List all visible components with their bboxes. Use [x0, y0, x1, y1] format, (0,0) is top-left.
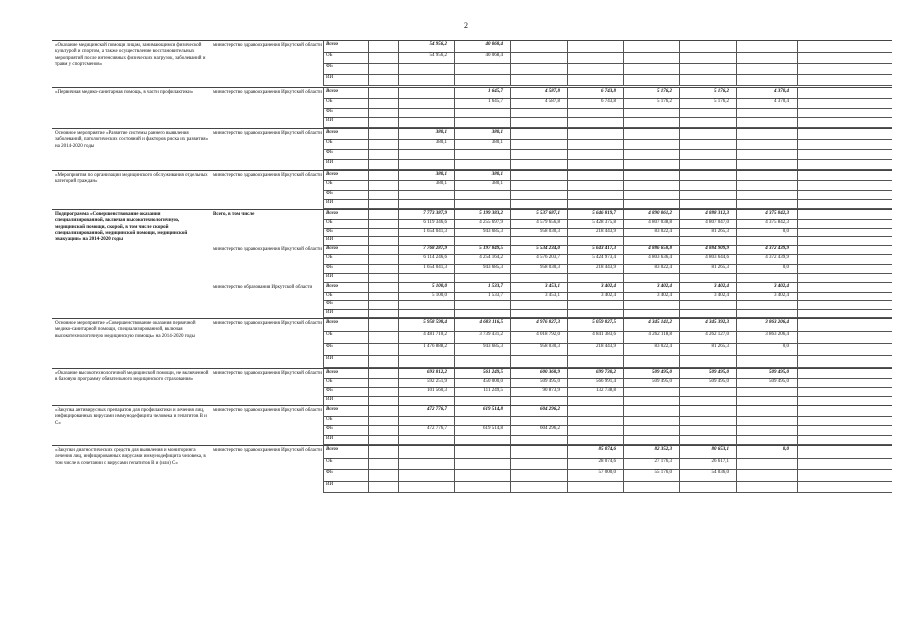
funding-source-label: ИИ	[326, 237, 334, 243]
amount-cell: 5 176,2	[714, 89, 729, 94]
amount-cell: 5 958 598,4	[423, 320, 447, 325]
table-row	[52, 405, 892, 444]
page-number: 2	[464, 21, 468, 30]
executor: министерство здравоохранения Иркутской области	[213, 371, 322, 376]
amount-cell: 82 352,3	[654, 447, 672, 452]
executor: Всего, в том числе	[213, 212, 255, 217]
amount-cell: 27 176,3	[654, 458, 672, 464]
amount-cell: 3 402,4	[601, 284, 616, 289]
amount-cell: 4 018 792,0	[536, 332, 560, 337]
funding-source-label: ФБ	[326, 64, 333, 69]
funding-source-label: ИИ	[326, 435, 334, 441]
amount-cell: 4 807 038,8	[648, 219, 672, 225]
amount-cell: 5 643 417,3	[592, 246, 616, 251]
amount-cell: 5 424 973,4	[592, 255, 616, 261]
amount-cell: 3 402,4	[657, 292, 672, 298]
funding-line	[323, 273, 892, 283]
amount-cell: 3 453,1	[545, 284, 560, 289]
amount-cell: 4 890 061,2	[648, 211, 672, 216]
funding-source-label: ОБ	[326, 219, 333, 225]
amount-cell: 81 265,3	[711, 264, 729, 270]
table-row	[52, 87, 892, 127]
amount-cell: 90 873,9	[542, 388, 560, 393]
amount-cell: 4 579 656,8	[536, 219, 560, 225]
activity-name: «Мероприятия по организации медицинского обслуживания отдельных категорий граждан»	[55, 173, 208, 185]
table-row	[52, 128, 892, 169]
funding-source-label: ИИ	[326, 397, 334, 402]
amount-cell: 40 068,4	[485, 42, 503, 47]
amount-cell: 3 402,4	[774, 284, 789, 289]
amount-cell: 5 197 849,5	[479, 246, 503, 251]
funding-source-label: ФБ	[326, 264, 333, 270]
funding-source-label: Всего	[326, 211, 339, 216]
amount-cell: 5 059 827,5	[592, 320, 616, 325]
amount-cell: 592 251,9	[427, 379, 447, 384]
amount-cell: 7 773 387,9	[423, 211, 447, 216]
amount-cell: 54 956,2	[429, 42, 447, 47]
funding-source-label: ИИ	[326, 356, 334, 361]
amount-cell: 4 370,4	[774, 89, 789, 94]
amount-cell: 6 114 246,6	[423, 255, 447, 261]
funding-line	[323, 199, 892, 209]
amount-cell: 3 863 206,4	[765, 320, 789, 325]
amount-cell: 4 807 047,0	[705, 219, 729, 225]
funding-source-label: ФБ	[326, 301, 333, 306]
executor: министерство здравоохранения Иркутской области	[213, 321, 322, 326]
funding-source-label: ФБ	[326, 150, 333, 155]
amount-cell: 958 030,3	[540, 228, 560, 234]
amount-cell: 80 653,1	[711, 447, 729, 452]
amount-cell: 604 296,2	[540, 426, 560, 431]
amount-cell: 4 587,8	[545, 98, 560, 104]
amount-cell: 693 812,2	[427, 370, 447, 375]
funding-source-label: Всего	[326, 407, 339, 412]
amount-cell: 472 776,7	[427, 407, 447, 412]
funding-source-label: Всего	[326, 89, 339, 94]
amount-cell: 450 000,0	[483, 379, 503, 384]
amount-cell: 380,1	[435, 130, 447, 135]
amount-cell: 4 372 439,9	[765, 246, 789, 251]
amount-cell: 5 100,0	[432, 292, 447, 298]
amount-cell: 218 443,9	[596, 228, 616, 234]
amount-cell: 5 176,2	[657, 89, 672, 94]
activity-name: «Закупки диагностических средств для выявления и мониторинга лечения лиц, инфицированных вирусами иммунодефицита человека, в том числе в сочетании с вирусами гепатитов В и (или) С»	[55, 448, 206, 466]
funding-grid	[323, 88, 892, 127]
amount-cell: 509 495,0	[769, 379, 789, 384]
amount-cell: 5 428 375,8	[592, 219, 616, 225]
funding-grid	[323, 446, 892, 492]
amount-cell: 509 495,0	[769, 370, 789, 375]
amount-cell: 600 368,9	[540, 370, 560, 375]
amount-cell: 380,1	[435, 172, 447, 177]
activity-name: Основное мероприятие «Совершенствование оказания первичной медико-санитарной помощи, специализированной, включая высокотехнологичную медицинскую помощь» на 2014-2020 годы	[55, 321, 196, 339]
funding-source-label: ОБ	[326, 181, 333, 187]
amount-cell: 85 074,6	[598, 447, 616, 452]
table-row	[52, 245, 892, 282]
amount-cell: 4 345 392,3	[705, 320, 729, 325]
funding-source-label: ОБ	[326, 332, 333, 337]
amount-cell: 3 402,4	[601, 292, 616, 298]
amount-cell: 4 262 127,0	[705, 332, 729, 337]
amount-cell: 380,1	[435, 140, 447, 145]
funding-source-label: ОБ	[326, 53, 333, 58]
amount-cell: 4 375 842,3	[765, 211, 789, 216]
executor: министерство здравоохранения Иркутской области	[213, 173, 322, 178]
funding-grid	[323, 319, 892, 367]
amount-cell: 55 176,0	[654, 470, 672, 475]
activity-name: «Оказание высокотехнологичной медицинской помощи, не включенной в базовую программу обязательного медицинского страхования»	[55, 371, 209, 383]
funding-source-label: ФБ	[326, 388, 333, 393]
executor: министерство здравоохранения Иркутской области	[213, 90, 322, 95]
amount-cell: 4 372 439,9	[765, 255, 789, 261]
amount-cell: 3 402,4	[657, 284, 672, 289]
amount-cell: 5 537 687,1	[536, 211, 560, 216]
amount-cell: 5 100,0	[432, 284, 447, 289]
funding-line	[323, 481, 892, 494]
amount-cell: 5 176,2	[657, 98, 672, 104]
amount-cell: 380,1	[435, 181, 447, 187]
amount-cell: 6 119 346,6	[423, 219, 447, 225]
funding-source-label: ОБ	[326, 416, 333, 422]
table-row	[52, 318, 892, 367]
funding-source-label: Всего	[326, 172, 339, 177]
amount-cell: 4 841 383,6	[592, 332, 616, 337]
amount-cell: 218 443,9	[596, 344, 616, 349]
amount-cell: 81 265,3	[711, 228, 729, 234]
executor: министерство здравоохранения Иркутской области	[213, 408, 322, 413]
funding-line	[323, 309, 892, 319]
amount-cell: 0,0	[782, 264, 789, 270]
amount-cell: 509 495,0	[709, 370, 729, 375]
funding-line	[323, 117, 892, 128]
table-row	[52, 445, 892, 492]
amount-cell: 380,1	[491, 181, 503, 187]
amount-cell: 7 768 287,9	[423, 246, 447, 251]
funding-source-label: Всего	[326, 370, 339, 375]
amount-cell: 1 654 041,3	[423, 228, 447, 234]
funding-grid	[323, 129, 892, 169]
amount-cell: 6 743,8	[601, 98, 616, 104]
table-row	[52, 209, 892, 245]
funding-grid	[323, 406, 892, 444]
amount-cell: 958 030,3	[540, 344, 560, 349]
funding-source-label: ФБ	[326, 228, 333, 234]
amount-cell: 380,1	[491, 140, 503, 145]
funding-grid	[323, 245, 892, 282]
amount-cell: 604 296,2	[540, 407, 560, 412]
funding-source-label: ИИ	[326, 118, 334, 124]
executor: министерство здравоохранения Иркутской области	[213, 448, 322, 453]
amount-cell: 5 646 819,7	[592, 211, 616, 216]
amount-cell: 4 976 827,3	[536, 320, 560, 325]
funding-grid	[323, 171, 892, 208]
amount-cell: 943 685,3	[483, 264, 503, 270]
funding-source-label: ОБ	[326, 292, 333, 298]
amount-cell: 0,0	[782, 447, 789, 452]
amount-cell: 218 443,9	[596, 264, 616, 270]
amount-cell: 4 683 116,5	[479, 320, 503, 325]
funding-source-label: ФБ	[326, 426, 333, 431]
amount-cell: 4 481 710,2	[423, 332, 447, 337]
amount-cell: 1 533,7	[488, 284, 503, 289]
amount-cell: 4 254 164,2	[479, 255, 503, 261]
amount-cell: 132 738,8	[596, 388, 616, 393]
amount-cell: 0,0	[782, 344, 789, 349]
funding-line	[323, 74, 892, 86]
amount-cell: 40 068,4	[485, 53, 503, 58]
amount-cell: 4 345 141,2	[648, 320, 672, 325]
funding-line	[323, 159, 892, 170]
amount-cell: 4 370,4	[774, 98, 789, 104]
funding-source-label: Всего	[326, 284, 339, 289]
funding-source-label: Всего	[326, 130, 339, 135]
funding-line	[323, 355, 892, 368]
funding-line	[323, 435, 892, 446]
amount-cell: 1 654 041,3	[423, 264, 447, 270]
activity-name: Основное мероприятие «Развитие системы раннего выявления заболеваний, патологических состояний и факторов риска их развития» на 2014-2020 годы	[55, 131, 209, 149]
amount-cell: 3 402,4	[714, 284, 729, 289]
amount-cell: 509 495,0	[709, 379, 729, 384]
funding-source-label: ИИ	[326, 273, 334, 279]
activity-name: «Оказание медицинской помощи лицам, занимающимся физической культурой и спортом, а также осуществление восстановительных мероприятий после интенсивных физических нагрузок, заболеваний и травм у спортсменов»	[55, 43, 206, 67]
table-row	[52, 40, 892, 85]
amount-cell: 5 534 234,0	[536, 246, 560, 251]
funding-grid	[323, 41, 892, 85]
activity-name: Подпрограмма «Совершенствование оказания специализированной, включая высокотехнологичную, медицинской помощи, скорой, в том числе скорой специализированной, медицинской помощи, медицинской эвакуации» на 2014-2020 годы	[55, 212, 188, 243]
funding-source-label: Всего	[326, 320, 339, 325]
amount-cell: 3 739 431,2	[479, 332, 503, 337]
amount-cell: 1 533,7	[488, 292, 503, 298]
funding-source-label: ОБ	[326, 458, 333, 464]
funding-source-label: ФБ	[326, 344, 333, 349]
funding-source-label: ИИ	[326, 199, 334, 205]
amount-cell: 566 991,4	[596, 379, 616, 384]
amount-cell: 4 587,8	[545, 89, 560, 94]
activity-name: «Закупка антивирусных препаратов для профилактики и лечения лиц, инфицированных вирусами иммунодефицита человека и гепатитов В и С»	[55, 408, 207, 426]
amount-cell: 81 265,3	[711, 344, 729, 349]
amount-cell: 561 249,5	[483, 370, 503, 375]
amount-cell: 6 743,8	[601, 89, 616, 94]
funding-source-label: ИИ	[326, 75, 334, 80]
amount-cell: 4 262 118,8	[648, 332, 672, 337]
amount-cell: 3 402,4	[714, 292, 729, 298]
amount-cell: 3 863 206,4	[765, 332, 789, 337]
funding-grid	[323, 210, 892, 245]
amount-cell: 4 255 697,9	[479, 219, 503, 225]
funding-source-label: Всего	[326, 246, 339, 251]
amount-cell: 1 645,7	[488, 98, 503, 104]
amount-cell: 57 000,0	[598, 470, 616, 475]
funding-source-label: ФБ	[326, 470, 333, 475]
amount-cell: 83 022,4	[654, 264, 672, 270]
amount-cell: 4 884 909,9	[705, 246, 729, 251]
amount-cell: 4 803 636,4	[648, 255, 672, 261]
executor: министерство образования Иркутской области	[213, 285, 313, 290]
funding-source-label: ОБ	[326, 255, 333, 261]
amount-cell: 1 476 888,2	[423, 344, 447, 349]
amount-cell: 54 956,2	[429, 53, 447, 58]
executor: министерство здравоохранения Иркутской области	[213, 247, 322, 252]
amount-cell: 83 022,4	[654, 228, 672, 234]
amount-cell: 0,0	[782, 228, 789, 234]
amount-cell: 26 617,1	[711, 458, 729, 464]
amount-cell: 4 803 644,6	[705, 255, 729, 261]
amount-cell: 3 453,1	[545, 292, 560, 298]
funding-source-label: ОБ	[326, 98, 333, 104]
amount-cell: 4 576 203,7	[536, 255, 560, 261]
table-row	[52, 170, 892, 208]
funding-source-label: ОБ	[326, 379, 333, 384]
amount-cell: 83 022,4	[654, 344, 672, 349]
funding-source-label: ФБ	[326, 108, 333, 114]
executor: министерство здравоохранения Иркутской области	[213, 43, 322, 48]
amount-cell: 509 495,0	[652, 379, 672, 384]
amount-cell: 111 249,5	[483, 388, 503, 393]
amount-cell: 4 886 658,8	[648, 246, 672, 251]
amount-cell: 5 199 383,2	[479, 211, 503, 216]
amount-cell: 28 074,6	[598, 458, 616, 464]
amount-cell: 699 730,2	[596, 370, 616, 375]
funding-source-label: ИИ	[326, 160, 334, 165]
amount-cell: 943 685,3	[483, 228, 503, 234]
amount-cell: 4 375 842,3	[765, 219, 789, 225]
amount-cell: 5 176,2	[714, 98, 729, 104]
funding-source-label: Всего	[326, 42, 339, 47]
table-row	[52, 368, 892, 405]
executor: министерство здравоохранения Иркутской области	[213, 131, 322, 136]
funding-grid	[323, 369, 892, 405]
amount-cell: 3 402,4	[774, 292, 789, 298]
amount-cell: 509 495,0	[652, 370, 672, 375]
amount-cell: 619 514,8	[483, 426, 503, 431]
amount-cell: 619 514,8	[483, 407, 503, 412]
funding-source-label: ФБ	[326, 190, 333, 196]
activity-name: «Первичная медико-санитарная помощь, в части профилактики»	[55, 90, 194, 95]
amount-cell: 101 560,3	[427, 388, 447, 393]
amount-cell: 1 645,7	[488, 89, 503, 94]
amount-cell: 958 030,3	[540, 264, 560, 270]
amount-cell: 380,1	[491, 130, 503, 135]
amount-cell: 4 888 312,3	[705, 211, 729, 216]
funding-grid	[323, 283, 892, 317]
funding-source-label: Всего	[326, 447, 339, 452]
amount-cell: 943 685,3	[483, 344, 503, 349]
funding-source-label: ОБ	[326, 140, 333, 145]
table-row	[52, 283, 892, 317]
amount-cell: 509 495,0	[540, 379, 560, 384]
amount-cell: 54 036,0	[711, 470, 729, 475]
funding-source-label: ИИ	[326, 481, 334, 487]
amount-cell: 472 776,7	[427, 426, 447, 431]
funding-source-label: ИИ	[326, 309, 334, 315]
amount-cell: 380,1	[491, 172, 503, 177]
